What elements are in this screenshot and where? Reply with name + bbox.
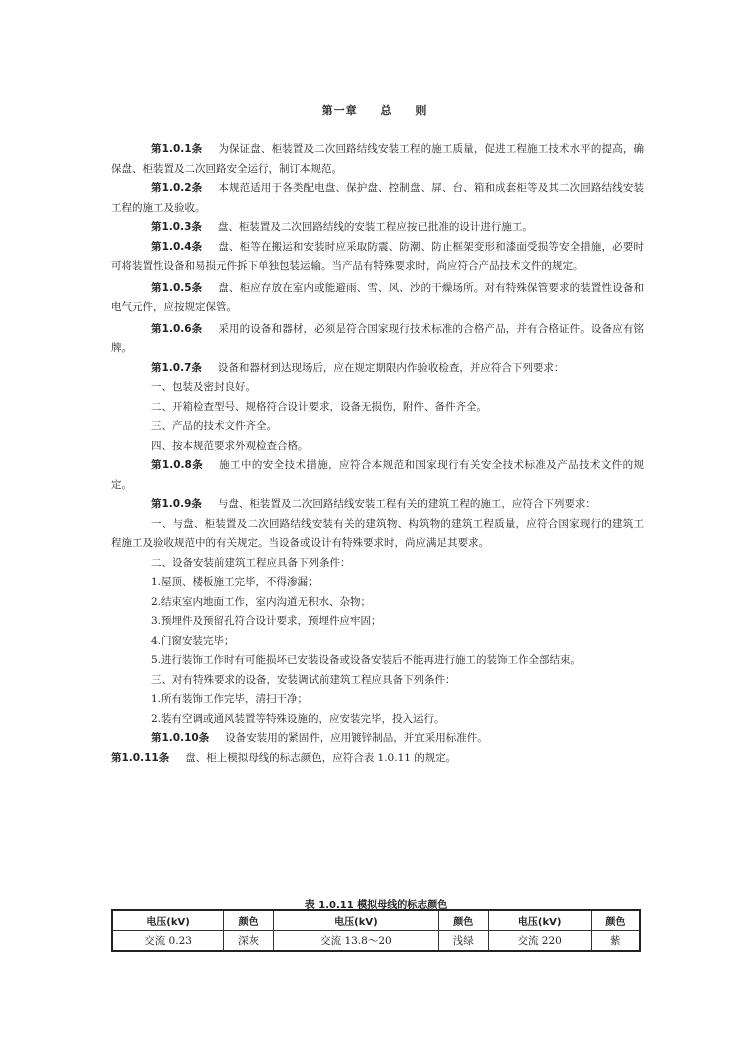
article-text: 盘、柜等在搬运和安装时应采取防震、防潮、防止框架变形和漆面受损等安全措施，必要时可将装置性设备和易损元件拆下单独包装运输。当产品有特殊要求时，尚应符合产品技术文件的规定。	[111, 240, 645, 272]
list-item: 二、设备安装前建筑工程应具备下列条件：	[151, 556, 351, 569]
table-row	[112, 931, 640, 952]
article-1-0-3	[111, 218, 644, 238]
article-text: 设备和器材到达现场后，应在规定期限内作验收检查，并应符合下列要求：	[217, 361, 565, 374]
article-text: 设备安装用的紧固件，应用镀锌制品，并宜采用标准件。	[225, 732, 488, 744]
article-text: 施工中的安全技术措施，应符合本规范和国家现行有关安全技术标准及产品技术文件的规定。	[111, 459, 644, 491]
article-number: 第1.0.9条	[151, 498, 202, 510]
sub-list-item: 2.结束室内地面工作，室内沟道无积水、杂物；	[151, 595, 372, 608]
table-cell: 浅绿	[438, 931, 488, 952]
article-number: 第1.0.3条	[151, 221, 202, 233]
table-header-cell: 颜色	[438, 910, 488, 931]
article-number: 第1.0.10条	[151, 732, 210, 744]
article-1-0-10	[111, 729, 644, 749]
article-1-0-9	[111, 495, 644, 515]
article-1-0-7	[111, 359, 644, 379]
article-number: 第1.0.2条	[151, 182, 203, 194]
table-header-cell: 电压(kV)	[112, 910, 224, 931]
list-item: 二、开箱检查型号、规格符合设计要求，设备无损伤，附件、备件齐全。	[151, 400, 487, 413]
article-text: 采用的设备和器材，必须是符合国家现行技术标准的合格产品，并有合格证件。设备应有铭牌。	[111, 322, 645, 354]
article-text: 盘、柜装置及二次回路结线的安装工程应按已批准的设计进行施工。	[217, 221, 533, 233]
article-text: 为保证盘、柜装置及二次回路结线安装工程的施工质量，促进工程施工技术水平的提高，确保盘、柜装置及二次回路安全运行，制订本规范。	[111, 143, 645, 175]
table-cell: 交流 13.8～20	[274, 931, 439, 952]
article-1-0-8	[111, 456, 644, 495]
sub-list-item: 1.所有装饰工作完毕，清扫干净；	[151, 693, 309, 705]
sub-list-item: 1.屋顶、楼板施工完毕，不得渗漏；	[151, 576, 319, 588]
table-header-cell: 电压(kV)	[488, 910, 591, 931]
article-number: 第1.0.1条	[151, 143, 203, 155]
list-item: 一、与盘、柜装置及二次回路结线安装有关的建筑物、构筑物的建筑工程质量，应符合国家现行的建筑工程施工及验收规范中的有关规定。当设备或设计有特殊要求时，尚应满足其要求。	[111, 517, 644, 549]
table-cell: 紫	[591, 931, 640, 952]
article-number: 第1.0.6条	[151, 322, 203, 335]
article-number: 第1.0.5条	[151, 281, 203, 294]
table-cell: 交流 0.23	[112, 931, 224, 952]
article-number: 第1.0.8条	[151, 459, 204, 471]
list-item: 三、产品的技术文件齐全。	[151, 420, 277, 432]
article-text: 盘、柜上模拟母线的标志颜色，应符合表 1.0.11 的规定。	[185, 751, 457, 764]
table-header-cell: 颜色	[224, 910, 274, 931]
article-text: 与盘、柜装置及二次回路结线安装工程有关的建筑工程的施工，应符合下列要求：	[217, 498, 596, 510]
sub-list-item: 5.进行装饰工作时有可能损坏已安装设备或设备安装后不能再进行施工的装饰工作全部结束。	[151, 654, 582, 666]
chapter-title: 第一章 总 则	[321, 104, 428, 117]
table-header-row	[112, 910, 640, 931]
document-body	[111, 140, 644, 768]
article-1-0-1	[111, 140, 644, 179]
table-header-cell: 颜色	[591, 910, 640, 931]
busbar-color-table	[111, 909, 641, 952]
list-item: 四、按本规范要求外观检查合格。	[151, 439, 309, 452]
article-1-0-11	[111, 749, 644, 769]
article-number: 第1.0.7条	[151, 361, 202, 374]
table-header-cell: 电压(kV)	[274, 910, 439, 931]
list-item: 三、对有特殊要求的设备，安装调试前建筑工程应具备下列条件：	[151, 673, 456, 686]
article-number: 第1.0.4条	[151, 240, 203, 253]
article-1-0-6	[111, 320, 644, 359]
article-1-0-2	[111, 179, 644, 218]
table-caption: 表 1.0.11 模拟母线的标志颜色	[304, 900, 448, 911]
sub-list-item: 4.门窗安装完毕；	[151, 634, 235, 647]
table-cell: 深灰	[224, 931, 274, 952]
article-1-0-4	[111, 238, 644, 277]
article-1-0-5	[111, 279, 644, 318]
article-number: 第1.0.11条	[111, 751, 170, 764]
sub-list-item: 3.预埋件及预留孔符合设计要求，预埋件应牢固；	[151, 615, 382, 627]
table-cell: 交流 220	[488, 931, 591, 952]
sub-list-item: 2.装有空调或通风装置等特殊设施的，应安装完毕，投入运行。	[151, 712, 445, 725]
article-text: 本规范适用于各类配电盘、保护盘、控制盘、屏、台、箱和成套柜等及其二次回路结线安装工程的施工及验收。	[111, 182, 645, 214]
list-item: 一、包装及密封良好。	[151, 381, 256, 393]
article-text: 盘、柜应存放在室内或能避雨、雪、风、沙的干燥场所。对有特殊保管要求的装置性设备和电气元件，应按规定保管。	[111, 281, 645, 313]
